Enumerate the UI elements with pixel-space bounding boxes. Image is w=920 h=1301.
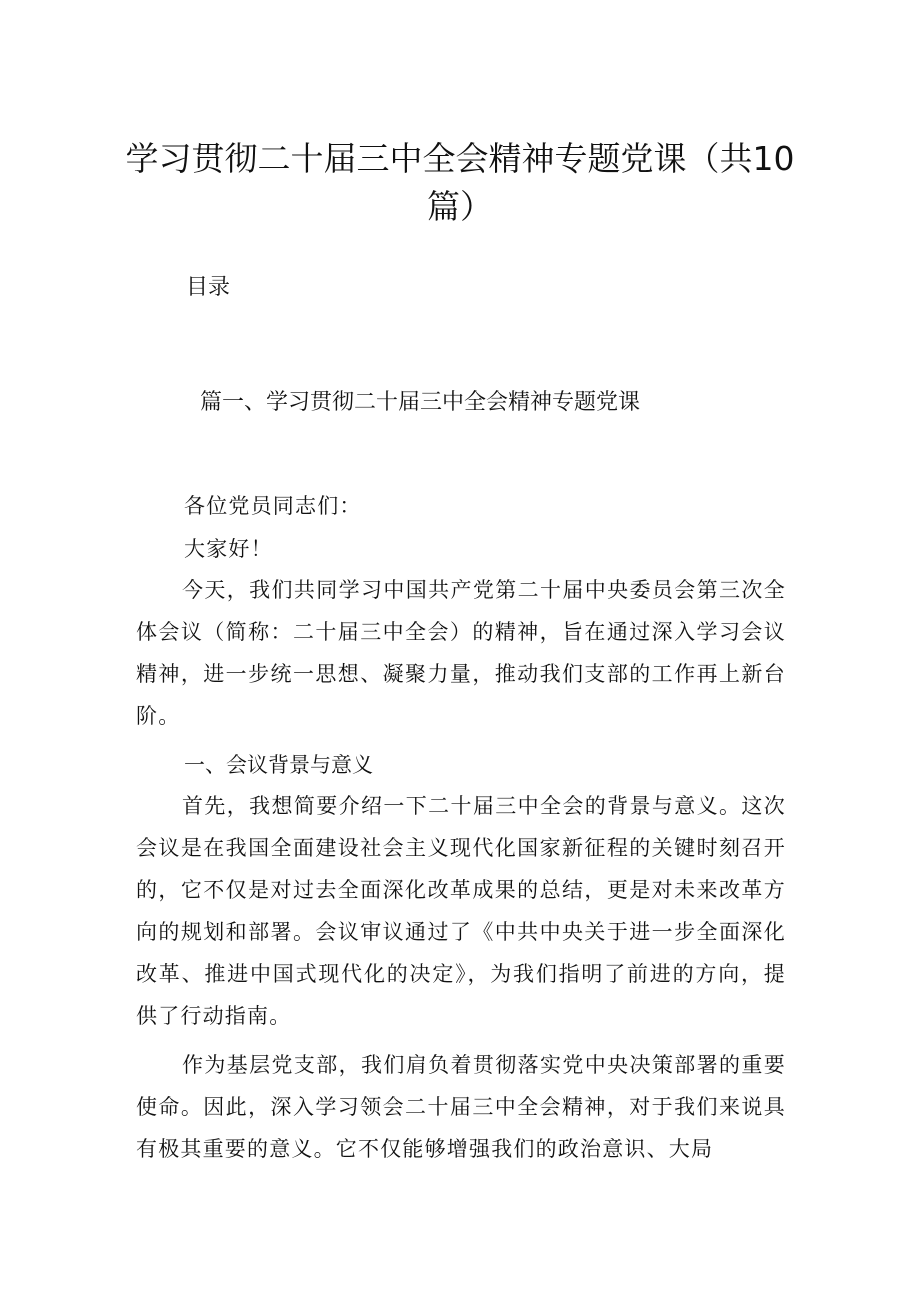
paragraph-background: 首先，我想简要介绍一下二十届三中全会的背景与意义。这次会议是在我国全面建设社会主义现代化国家新征程的关键时刻召开的，它不仅是对过去全面深化改革成果的总结，更是对未来改革方向的规划和部署。会议审议通过了《中共中央关于进一步全面深化改革、推进中国式现代化的决定》，为我们指明了前进的方向，提供了行动指南。 bbox=[136, 794, 786, 1028]
salutation: 各位党员同志们： bbox=[184, 494, 362, 518]
document-title: 学习贯彻二十届三中全会精神专题党课（共10篇） bbox=[125, 139, 795, 226]
greeting: 大家好！ bbox=[184, 537, 273, 561]
chapter-heading: 篇一、学习贯彻二十届三中全会精神专题党课 bbox=[200, 390, 641, 415]
toc-label: 目录 bbox=[186, 275, 231, 300]
paragraph-mission: 作为基层党支部，我们肩负着贯彻落实党中央决策部署的重要使命。因此，深入学习领会二十届三中全会精神，对于我们来说具有极其重要的意义。它不仅能够增强我们的政治意识、大局 bbox=[136, 1053, 786, 1161]
paragraph-intro: 今天，我们共同学习中国共产党第二十届中央委员会第三次全体会议（简称：二十届三中全会）的精神，旨在通过深入学习会议精神，进一步统一思想、凝聚力量，推动我们支部的工作再上新台阶。 bbox=[136, 578, 786, 728]
section-heading-1: 一、会议背景与意义 bbox=[184, 753, 373, 777]
